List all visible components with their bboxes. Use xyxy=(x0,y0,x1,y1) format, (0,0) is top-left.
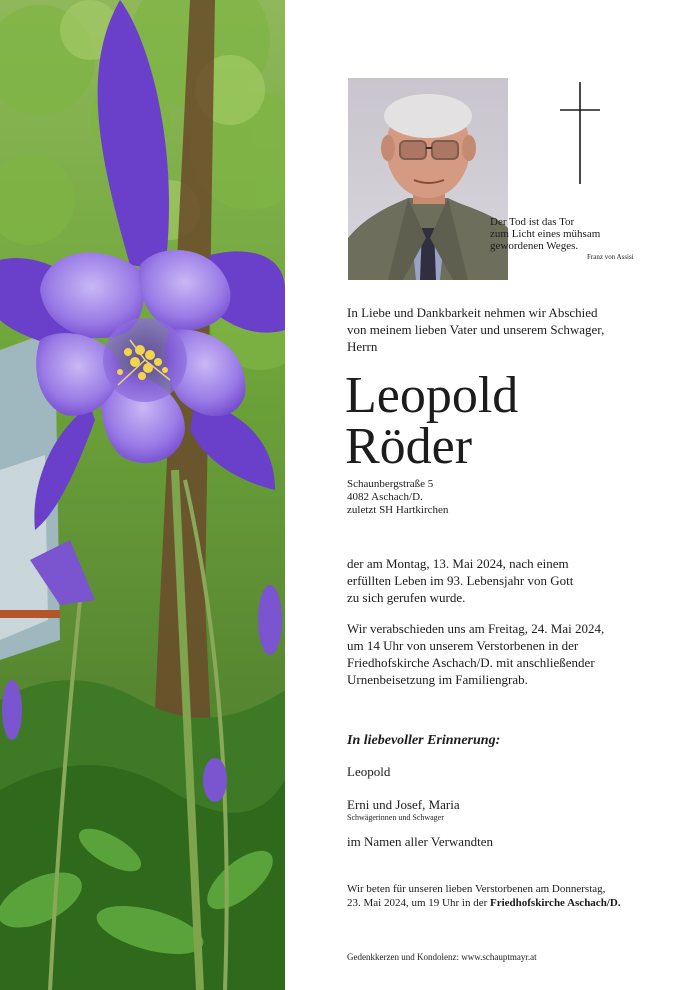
portrait-photo xyxy=(348,78,508,280)
mourner-entry: Leopold xyxy=(347,764,391,779)
intro-line: Herrn xyxy=(347,339,378,354)
memory-heading: In liebevoller Erinnerung: xyxy=(347,733,501,748)
mourner-relation-note: Schwägerinnen und Schwager xyxy=(347,813,444,822)
cross-icon xyxy=(560,82,600,184)
passing-line: der am Montag, 13. Mai 2024, nach einem xyxy=(347,556,569,571)
condolence-link[interactable]: Gedenkkerzen und Kondolenz: www.schauptmayr.at xyxy=(347,952,537,962)
columbine-flower-image xyxy=(0,0,285,990)
address-line: zuletzt SH Hartkirchen xyxy=(347,504,449,516)
farewell-line: Urnenbeisetzung im Familiengrab. xyxy=(347,672,528,687)
deceased-first-name: Leopold xyxy=(345,367,519,424)
quote-line: gewordenen Weges. xyxy=(490,240,579,252)
farewell-line: um 14 Uhr von unserem Verstorbenen in der xyxy=(347,638,579,653)
farewell-text xyxy=(347,620,687,688)
passing-line: erfüllten Leben im 93. Lebensjahr von Gott xyxy=(347,573,574,588)
deceased-last-name: Röder xyxy=(345,418,473,475)
passing-text xyxy=(347,555,687,606)
farewell-line: Wir verabschieden uns am Freitag, 24. Mai 2024, xyxy=(347,621,605,636)
obituary-content xyxy=(285,0,700,990)
intro-line: In Liebe und Dankbarkeit nehmen wir Abschied xyxy=(347,305,598,320)
address-line: Schaunbergstraße 5 xyxy=(347,478,434,490)
farewell-line: Friedhofskirche Aschach/D. mit anschließender xyxy=(347,655,595,670)
passing-line: zu sich gerufen wurde. xyxy=(347,590,466,605)
prayer-date-text: 23. Mai 2024, um 19 Uhr in der xyxy=(347,897,490,909)
portrait-image xyxy=(348,78,508,280)
quote-author: Franz von Assisi xyxy=(587,253,634,261)
prayer-line: Wir beten für unseren lieben Verstorbenen am Donnerstag, xyxy=(347,883,606,895)
flower-photo xyxy=(0,0,285,990)
quote-block xyxy=(490,216,690,262)
intro-line: von meinem lieben Vater und unserem Schwager, xyxy=(347,322,605,337)
prayer-location: Friedhofskirche Aschach/D. xyxy=(489,897,621,909)
prayer-notice xyxy=(347,882,692,910)
quote-line: Der Tod ist das Tor xyxy=(490,216,575,228)
quote-line: zum Licht eines mühsam xyxy=(490,228,601,240)
mourner-entry: Erni und Josef, Maria xyxy=(347,797,460,812)
deceased-address xyxy=(347,478,448,517)
address-line: 4082 Aschach/D. xyxy=(347,491,423,503)
intro-text xyxy=(347,304,687,355)
prayer-line xyxy=(347,896,692,910)
mourner-entry: im Namen aller Verwandten xyxy=(347,834,493,849)
